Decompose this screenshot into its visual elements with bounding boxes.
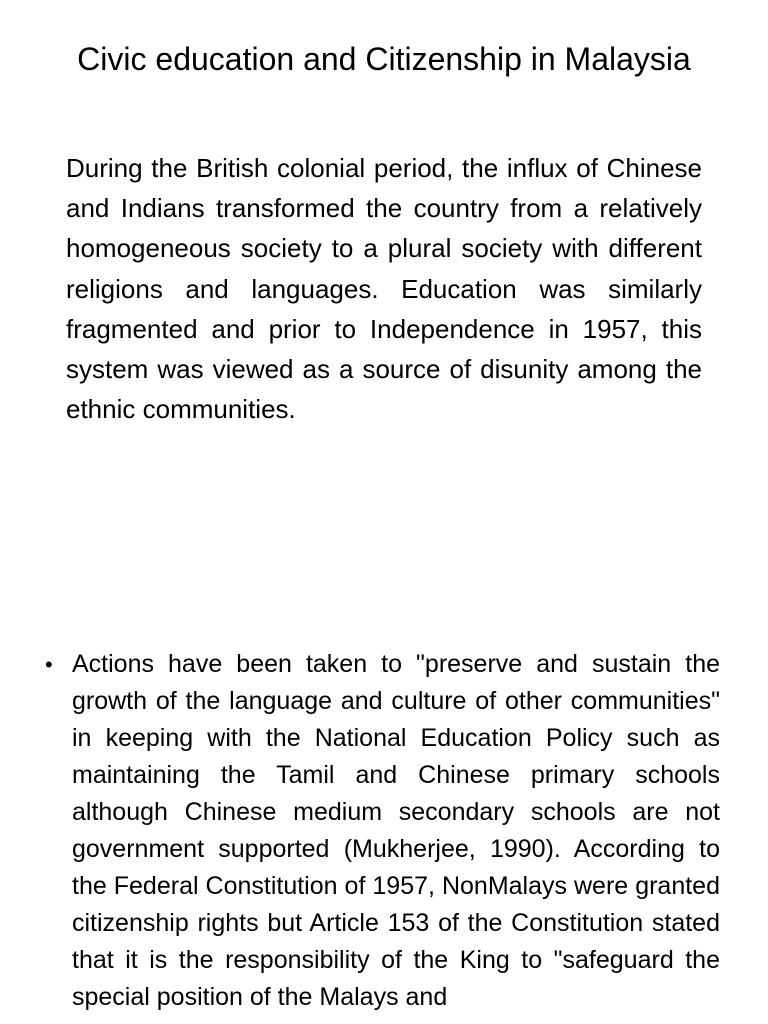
bullet-item	[45, 646, 720, 1016]
slide-title: Civic education and Citizenship in Malaysia	[77, 41, 691, 77]
bullet-text: Actions have been taken to "preserve and sustain the growth of the language and culture of other communities" in keeping with the National Education Policy such as maintaining the Tamil and Chinese primary schools although Chinese medium secondary schools are not government supported (Mukherjee, 1990). According to the Federal Constitution of 1957, NonMalays were granted citizenship rights but Article 153 of the Constitution stated that it is the responsibility of the King to "safeguard the special position of the Malays and	[72, 650, 720, 1011]
bullet-list	[45, 646, 720, 1016]
bullet-dot-icon: •	[45, 652, 53, 677]
intro-paragraph: During the British colonial period, the influx of Chinese and Indians transformed the country from a relatively homogeneous society to a plural society with different religions and languages. Education was similarly fragmented and prior to Independence in 1957, this system was viewed as a source of disunity among the ethnic communities.	[66, 153, 702, 425]
